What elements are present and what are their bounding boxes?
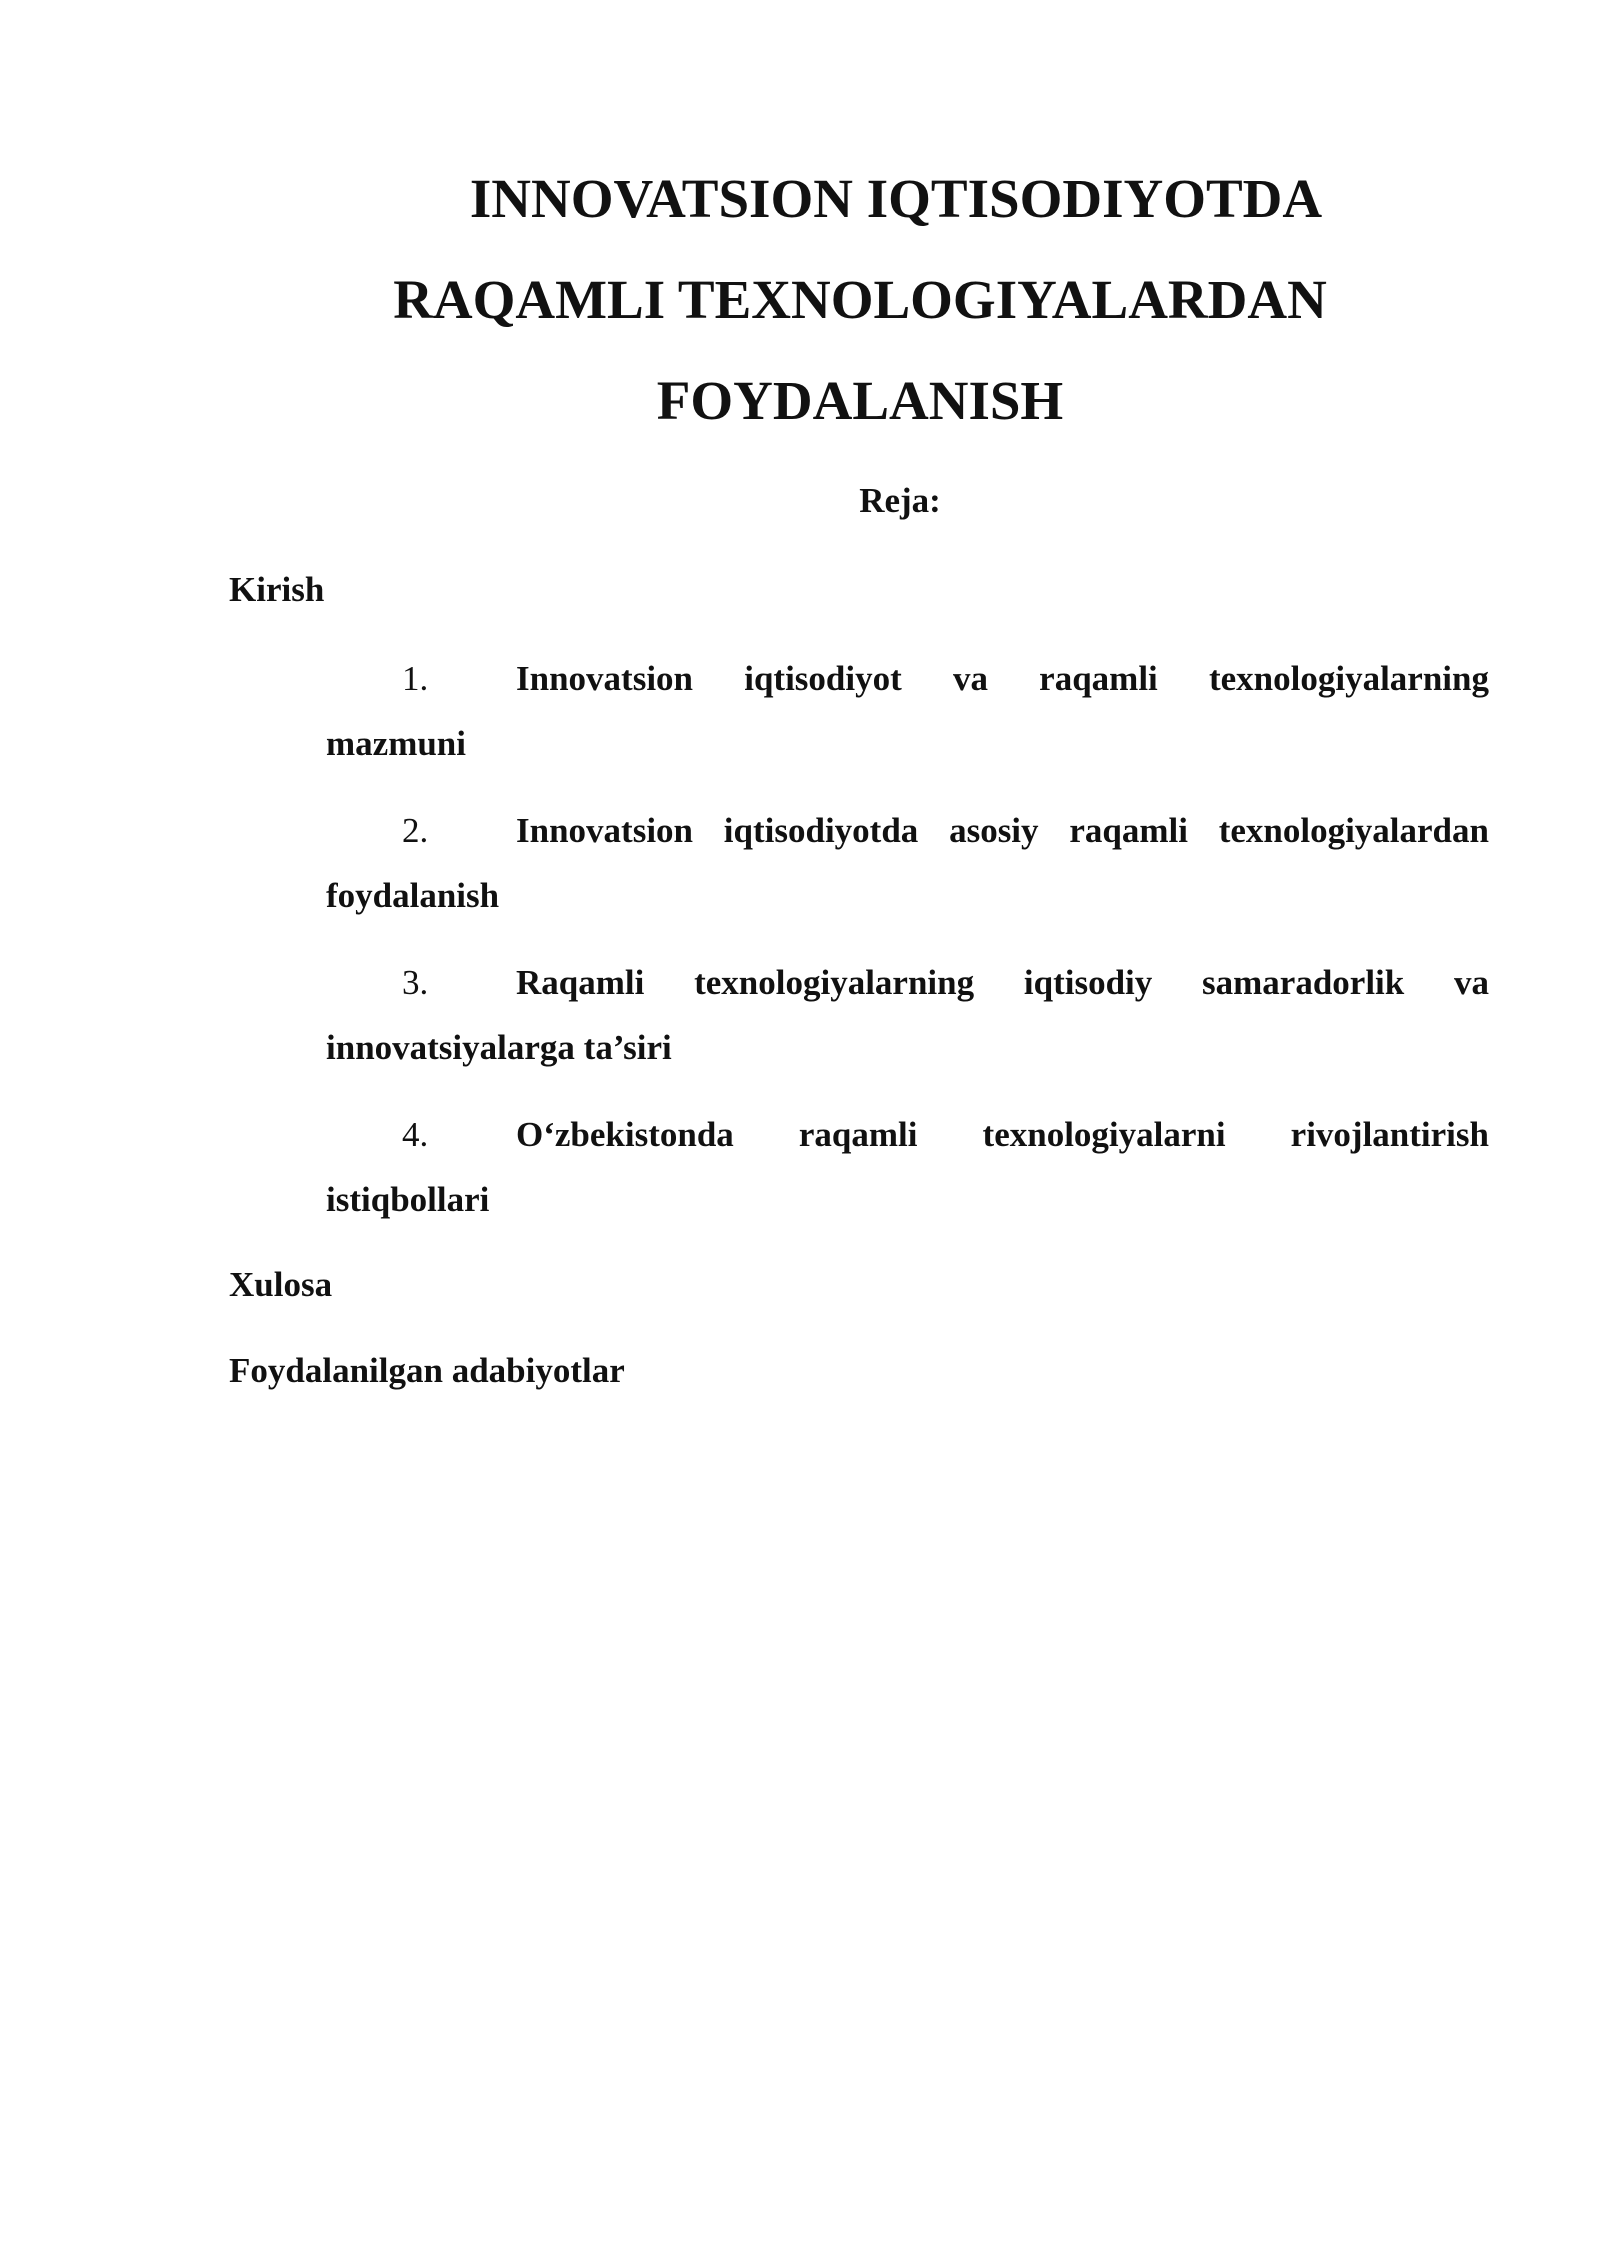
plan-item-number: 4.	[402, 1115, 429, 1154]
plan-item-continuation: istiqbollari	[326, 1180, 490, 1219]
plan-item-continuation: innovatsiyalarga ta’siri	[326, 1028, 672, 1067]
plan-item-2	[326, 798, 1489, 928]
references-heading: Foydalanilgan adabiyotlar	[229, 1351, 625, 1390]
plan-item-number: 1.	[402, 659, 429, 698]
plan-item-text: O‘zbekistonda raqamli texnologiyalarni rivojlantirish	[516, 1115, 1489, 1154]
plan-item-continuation: foydalanish	[326, 876, 500, 915]
plan-item-text: Raqamli texnologiyalarning iqtisodiy samaradorlik va	[516, 963, 1489, 1002]
title-line-1: INNOVATSION IQTISODIYOTDA	[469, 168, 1323, 229]
plan-item-3	[326, 950, 1489, 1080]
plan-item-text: Innovatsion iqtisodiyotda asosiy raqamli texnologiyalardan	[516, 811, 1489, 850]
document-title	[330, 148, 1390, 451]
title-line-2: RAQAMLI TEXNOLOGIYALARDAN	[393, 269, 1327, 330]
plan-item-1	[326, 646, 1489, 776]
plan-item-continuation: mazmuni	[326, 724, 466, 763]
conclusion-heading: Xulosa	[229, 1265, 333, 1304]
intro-heading: Kirish	[229, 570, 325, 609]
plan-item-text: Innovatsion iqtisodiyot va raqamli texnologiyalarning	[516, 659, 1489, 698]
title-line-3: FOYDALANISH	[656, 370, 1064, 431]
plan-item-number: 3.	[402, 963, 429, 1002]
plan-item-4	[326, 1102, 1489, 1232]
plan-heading: Reja:	[859, 481, 941, 520]
plan-item-number: 2.	[402, 811, 429, 850]
